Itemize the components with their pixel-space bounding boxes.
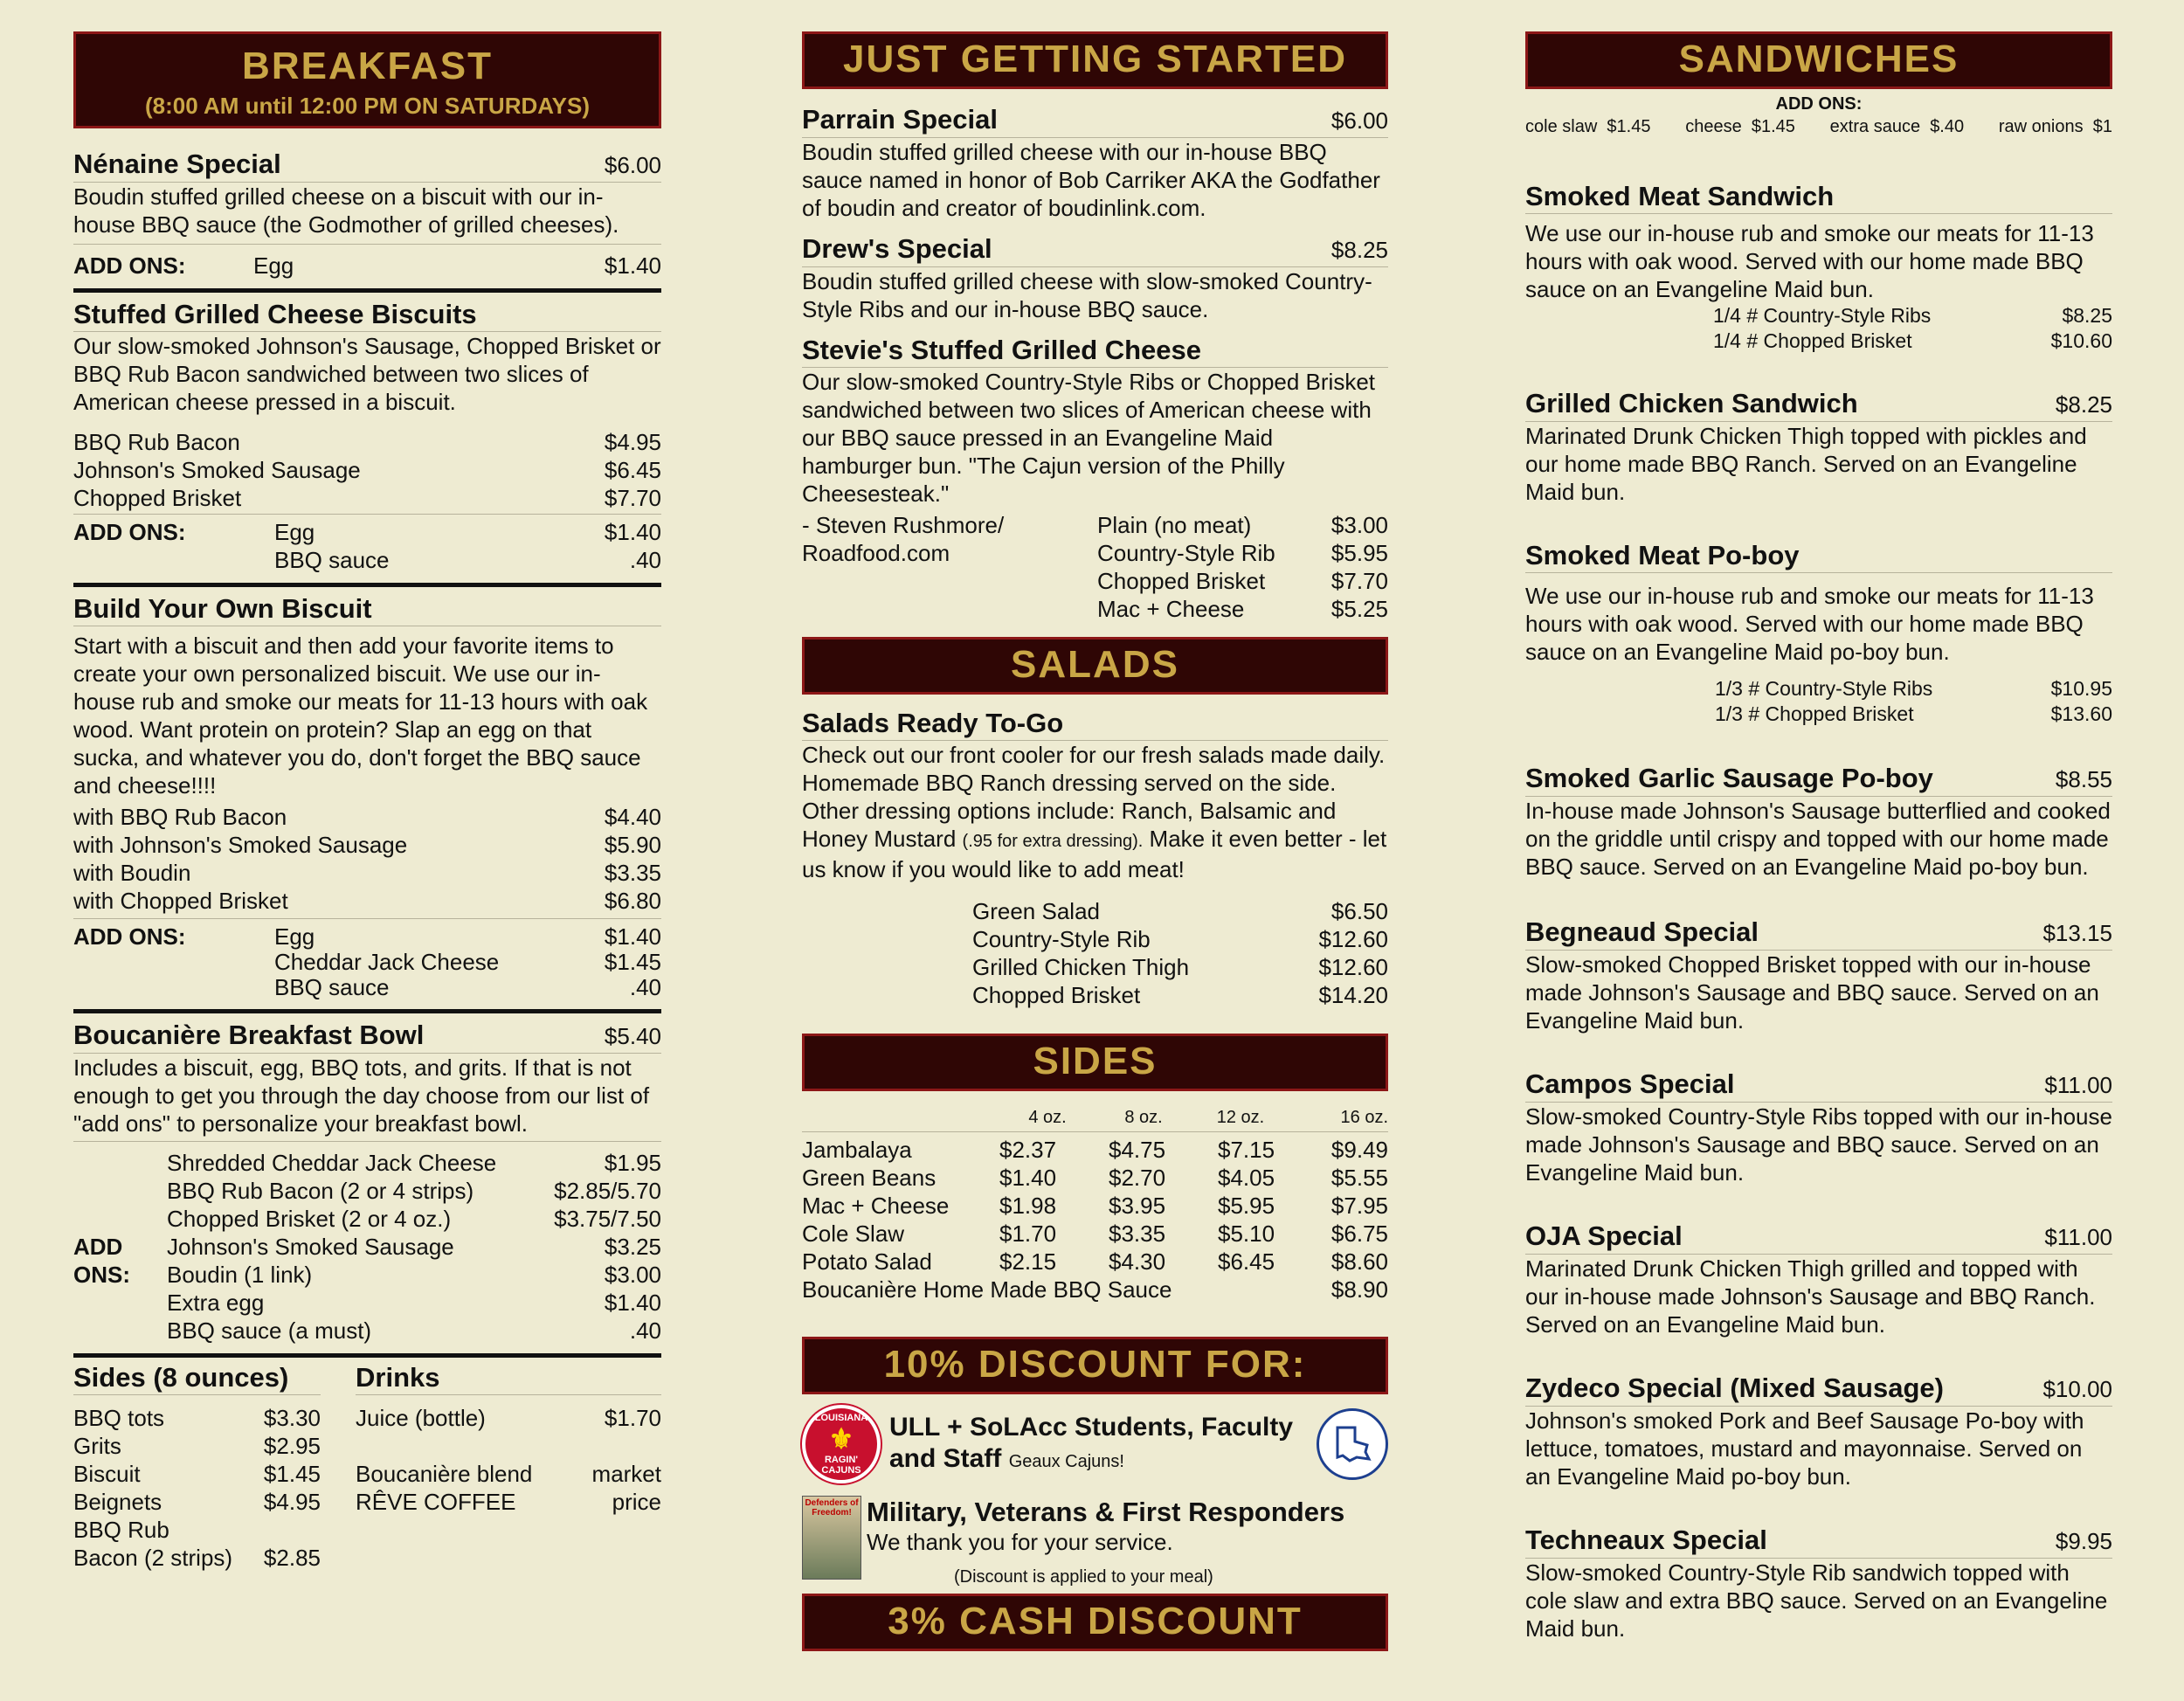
breakfast-column	[73, 31, 661, 1572]
row-price: $1.70	[604, 1405, 661, 1431]
row-name: Mac + Cheese	[1097, 596, 1245, 622]
addon-item: raw onions	[1998, 117, 2084, 136]
item-description: Boudin stuffed grilled cheese on a biscuit with our in-house BBQ sauce (the Godmother of grilled cheeses).	[73, 183, 619, 238]
sides-row	[802, 1192, 1388, 1220]
row-price: $3.95	[1109, 1193, 1166, 1219]
item-name: Parrain Special	[802, 104, 999, 135]
addon-price: $1.40	[604, 923, 661, 950]
row-price: $8.25	[2062, 304, 2112, 327]
row-price: $4.40	[604, 804, 661, 830]
row-name: with Johnson's Smoked Sausage	[73, 832, 408, 858]
row-name: BBQ Rub	[73, 1517, 169, 1543]
row-name: Beignets	[73, 1489, 162, 1515]
defenders-poster-icon: Defenders of Freedom!	[802, 1496, 861, 1580]
item-name: Salads Ready To-Go	[802, 708, 1064, 738]
item-name: Nénaine Special	[73, 149, 281, 179]
row-name: Juice (bottle)	[356, 1405, 486, 1431]
sides-table	[802, 1105, 1388, 1303]
item-name: Techneaux Special	[1525, 1525, 1767, 1555]
size-label: 16 oz.	[1340, 1108, 1388, 1127]
discount-banner	[802, 1337, 1388, 1394]
item-price: $6.00	[1330, 107, 1388, 134]
salads-title: SALADS	[1011, 643, 1179, 686]
item-description: Marinated Drunk Chicken Thigh topped with pickles and our home made BBQ Ranch. Served on an Evangeline Maid bun.	[1525, 423, 2087, 505]
item-description: We use our in-house rub and smoke our meats for 11-13 hours with oak wood. Served with our home made BBQ sauce on an Evangeline Maid bun.	[1525, 220, 2094, 302]
section-title: Drinks	[356, 1362, 440, 1393]
row-name: Chopped Brisket	[972, 982, 1141, 1008]
row-name: with Boudin	[73, 860, 191, 886]
campos-special	[1525, 1068, 2112, 1186]
desc-small: (.95 for extra dressing).	[962, 832, 1144, 851]
addon-item: BBQ sauce	[274, 974, 390, 1000]
row-price: price	[612, 1489, 661, 1515]
row-name: Green Beans	[802, 1165, 936, 1191]
smoked-meat-sandwich	[1525, 180, 2112, 354]
menu-row	[73, 456, 661, 484]
row-name: Potato Salad	[802, 1248, 932, 1275]
item-name: Drew's Special	[802, 233, 992, 264]
row-price: $4.75	[1109, 1137, 1166, 1163]
build-your-own-biscuit	[73, 583, 661, 1000]
row-price: $9.49	[1330, 1137, 1388, 1163]
item-description: Includes a biscuit, egg, BBQ tots, and grits. If that is not enough to get you through the day choose from our list of "add ons" to personalize your breakfast bowl.	[73, 1054, 650, 1137]
row-name: Bacon (2 strips)	[73, 1545, 233, 1571]
addon-label-line1: ADD	[73, 1234, 123, 1260]
row-name: Chopped Brisket	[1097, 568, 1266, 594]
row-price: $1.45	[263, 1461, 321, 1487]
row-price: $6.45	[604, 457, 661, 483]
row-name: with BBQ Rub Bacon	[73, 804, 287, 830]
item-description: Boudin stuffed grilled cheese with our in-house BBQ sauce named in honor of Bob Carriker AKA the Godfather of boudin and creator of boudinlink.com.	[802, 139, 1380, 221]
sides-banner	[802, 1034, 1388, 1091]
addon-item: Shredded Cheddar Jack Cheese	[167, 1150, 497, 1176]
addon-item: Extra egg	[167, 1290, 265, 1316]
row-price: $14.20	[1318, 982, 1388, 1008]
row-price: $1.98	[999, 1193, 1057, 1219]
breakfast-title: BREAKFAST	[242, 45, 493, 87]
sandwich-addons	[1525, 115, 2112, 138]
row-price: $2.95	[263, 1433, 321, 1459]
addon-price: $1.40	[604, 252, 661, 279]
cash-discount-banner	[802, 1594, 1388, 1651]
logo-text-top: LOUISIANA	[814, 1413, 868, 1423]
row-name: Green Salad	[972, 898, 1100, 924]
salads-banner	[802, 637, 1388, 695]
sides-row	[802, 1276, 1388, 1303]
desc-part: Make it even better - let us know if you would like to add meat!	[802, 826, 1387, 882]
item-name: Stevie's Stuffed Grilled Cheese	[802, 335, 1202, 365]
addon-label	[73, 1233, 130, 1289]
item-name: Smoked Garlic Sausage Po-boy	[1525, 763, 1933, 793]
breakfast-sides	[73, 1361, 321, 1572]
item-name: Boucanière Breakfast Bowl	[73, 1020, 425, 1050]
addon-label: ADD ONS:	[73, 519, 186, 545]
item-price: $5.40	[604, 1023, 661, 1049]
begneaud-special	[1525, 916, 2112, 1034]
addon-price: $1.95	[604, 1150, 661, 1176]
addon-price: .40	[629, 974, 661, 1000]
addon-price: $1	[2092, 117, 2112, 136]
addon-price: $1.45	[604, 949, 661, 975]
addon-price: $1.45	[1607, 117, 1651, 136]
addon-price: $1.40	[604, 1290, 661, 1316]
drews-special	[802, 232, 1388, 323]
garlic-sausage-poboy	[1525, 762, 2112, 881]
row-name: Plain (no meat)	[1097, 512, 1252, 538]
item-name: Stuffed Grilled Cheese Biscuits	[73, 299, 477, 329]
stevies-grilled-cheese	[802, 334, 1388, 623]
row-name: Boucanière Home Made BBQ Sauce	[802, 1276, 1172, 1303]
desc-part: Check out our front cooler for our fresh salads made daily. Homemade BBQ Ranch dressing served on the side. Other dressing options include: Ranch, Balsamic and Honey Mustard	[802, 742, 1386, 852]
ull-small: Geaux Cajuns!	[1008, 1451, 1124, 1471]
item-price: $10.00	[2042, 1376, 2112, 1402]
row-price: $2.70	[1109, 1165, 1166, 1191]
row-price: $3.35	[604, 860, 661, 886]
oja-special	[1525, 1220, 2112, 1338]
addon-price: $1.40	[604, 519, 661, 545]
row-price: $2.15	[999, 1248, 1057, 1275]
addon-price: $1.45	[1751, 117, 1795, 136]
sandwich-addons-title: ADD ONS:	[1775, 94, 1863, 114]
addon-price: $3.25	[604, 1234, 661, 1260]
sides-row	[802, 1248, 1388, 1276]
row-name: Mac + Cheese	[802, 1193, 950, 1219]
item-description: We use our in-house rub and smoke our meats for 11-13 hours with oak wood. Served with our home made BBQ sauce on an Evangeline Maid po-boy bun.	[1525, 583, 2094, 665]
item-description: Slow-smoked Chopped Brisket topped with our in-house made Johnson's Sausage and BBQ sauce. Served on an Evangeline Maid bun.	[1525, 951, 2099, 1034]
item-description: Johnson's smoked Pork and Beef Sausage Po-boy with lettuce, tomatoes, mustard and mayonnaise. Served on an Evangeline Maid po-boy bun.	[1525, 1407, 2084, 1490]
row-price: $7.70	[604, 485, 661, 511]
sides-and-drinks	[73, 1353, 661, 1572]
nenaine-special	[73, 148, 661, 280]
addon-label: ADD ONS:	[73, 923, 186, 950]
louisiana-map-icon	[1330, 1422, 1374, 1466]
row-price: $6.75	[1330, 1220, 1388, 1247]
cash-discount-title: 3% CASH DISCOUNT	[888, 1600, 1303, 1642]
row-price: $5.95	[1330, 540, 1388, 566]
addon-label: ADD ONS:	[73, 252, 186, 279]
addon-item: extra sauce	[1829, 117, 1921, 136]
addon-price: $3.00	[604, 1262, 661, 1288]
item-price: $8.25	[2055, 391, 2112, 418]
row-price: $4.30	[1109, 1248, 1166, 1275]
addon-item: BBQ sauce	[274, 547, 390, 573]
item-description: In-house made Johnson's Sausage butterflied and cooked on the griddle until crispy and topped with our home made BBQ sauce. Served on an Evangeline Maid po-boy bun.	[1525, 798, 2111, 880]
addon-item: Chopped Brisket (2 or 4 oz.)	[167, 1206, 452, 1232]
sides-size-header	[802, 1105, 1388, 1130]
sides-row	[802, 1220, 1388, 1248]
addon-price: $2.85/5.70	[554, 1178, 661, 1204]
item-name: Zydeco Special (Mixed Sausage)	[1525, 1373, 1944, 1403]
row-price: market	[591, 1461, 661, 1487]
item-name: Build Your Own Biscuit	[73, 593, 372, 624]
row-name: 1/3 # Country-Style Ribs	[1715, 677, 1933, 700]
solacc-logo-icon	[1317, 1408, 1388, 1480]
row-price: $4.05	[1218, 1165, 1275, 1191]
row-name: Country-Style Rib	[1097, 540, 1275, 566]
military-title: Military, Veterans & First Responders	[867, 1497, 1345, 1527]
size-label: 12 oz.	[1216, 1108, 1265, 1127]
row-price: $6.45	[1218, 1248, 1275, 1275]
item-description	[802, 741, 1388, 883]
row-price: $4.95	[263, 1489, 321, 1515]
row-price: $10.60	[2050, 329, 2112, 352]
addon-price: .40	[629, 547, 661, 573]
row-price: $7.95	[1330, 1193, 1388, 1219]
menu-row	[73, 428, 661, 456]
row-price: $4.95	[604, 429, 661, 455]
addon-item: Johnson's Smoked Sausage	[167, 1234, 454, 1260]
item-description: Slow-smoked Country-Style Rib sandwich topped with cole slaw and extra BBQ sauce. Served on an Evangeline Maid bun.	[1525, 1559, 2108, 1642]
discount-title: 10% DISCOUNT FOR:	[883, 1343, 1307, 1386]
item-name: OJA Special	[1525, 1220, 1683, 1251]
addon-item: cheese	[1685, 117, 1742, 136]
item-description: Our slow-smoked Johnson's Sausage, Chopped Brisket or BBQ Rub Bacon sandwiched between two slices of American cheese pressed in a biscuit.	[73, 333, 661, 415]
item-price: $11.00	[2044, 1072, 2112, 1098]
item-description: Start with a biscuit and then add your favorite items to create your own personalized biscuit. We use our in-house rub and smoke our meats for 11-13 hours with oak wood. Want protein on protein? Slap an egg on that sucka, and whatever you do, don't forget the BBQ sauce and cheese!!!!	[73, 633, 648, 799]
sides-row	[802, 1164, 1388, 1192]
techneaux-special	[1525, 1524, 2112, 1642]
row-price: $13.60	[2050, 702, 2112, 725]
item-name: Smoked Meat Po-boy	[1525, 540, 1800, 570]
addon-price: $3.75/7.50	[554, 1206, 661, 1232]
row-name: BBQ Rub Bacon	[73, 429, 240, 455]
row-name: BBQ tots	[73, 1405, 165, 1431]
starters-banner	[802, 31, 1388, 89]
row-price: $6.80	[604, 888, 661, 914]
row-name: Grits	[73, 1433, 121, 1459]
addon-item: Egg	[253, 252, 294, 279]
sandwiches-column	[1525, 31, 2112, 1642]
row-price: $12.60	[1318, 926, 1388, 952]
item-price: $6.00	[604, 152, 661, 178]
row-name: with Chopped Brisket	[73, 888, 288, 914]
addon-item: cole slaw	[1525, 117, 1598, 136]
row-name: Jambalaya	[802, 1137, 912, 1163]
ull-discount	[802, 1405, 1388, 1483]
row-name: 1/3 # Chopped Brisket	[1715, 702, 1914, 725]
row-price: $1.70	[999, 1220, 1057, 1247]
row-price: $5.90	[604, 832, 661, 858]
addon-item: BBQ sauce (a must)	[167, 1317, 372, 1344]
row-price: $5.95	[1218, 1193, 1275, 1219]
row-price: $5.55	[1330, 1165, 1388, 1191]
item-description: Our slow-smoked Country-Style Ribs or Chopped Brisket sandwiched between two slices of American cheese with our BBQ sauce pressed in an Evangeline Maid hamburger bun. "The Cajun version of the Philly Cheesesteak."	[802, 369, 1376, 507]
breakfast-hours: (8:00 AM until 12:00 PM ON SATURDAYS)	[144, 93, 590, 119]
item-name: Grilled Chicken Sandwich	[1525, 388, 1858, 418]
row-price: $7.15	[1218, 1137, 1275, 1163]
addon-item: BBQ Rub Bacon (2 or 4 strips)	[167, 1178, 474, 1204]
row-price: $3.35	[1109, 1220, 1166, 1247]
quote-line: Roadfood.com	[802, 540, 950, 566]
menu-row	[73, 484, 661, 512]
item-price: $8.25	[1330, 237, 1388, 263]
row-price: $5.10	[1218, 1220, 1275, 1247]
size-label: 8 oz.	[1124, 1108, 1163, 1127]
row-name: Grilled Chicken Thigh	[972, 954, 1190, 980]
sides-title: SIDES	[1033, 1040, 1158, 1082]
breakfast-banner	[73, 31, 661, 128]
addon-item: Egg	[274, 519, 315, 545]
size-label: 4 oz.	[1028, 1108, 1067, 1127]
row-name: Biscuit	[73, 1461, 141, 1487]
row-name: 1/4 # Country-Style Ribs	[1713, 304, 1932, 327]
item-name: Begneaud Special	[1525, 916, 1759, 947]
ull-line2: and Staff	[889, 1443, 1002, 1473]
row-name: Boucanière blend	[356, 1461, 533, 1487]
ull-line1: ULL + SoLAcc Students, Faculty	[889, 1412, 1294, 1442]
row-price: $10.95	[2050, 677, 2112, 700]
discount-note: (Discount is applied to your meal)	[954, 1567, 1213, 1587]
section-title: Sides (8 ounces)	[73, 1362, 289, 1393]
parrain-special	[802, 103, 1388, 222]
military-discount	[802, 1496, 1388, 1588]
item-price: $11.00	[2044, 1224, 2112, 1250]
item-description: Marinated Drunk Chicken Thigh grilled and topped with our in-house made Johnson's Sausage and BBQ Ranch. Served on an Evangeline Maid bun.	[1525, 1255, 2096, 1338]
row-name: 1/4 # Chopped Brisket	[1713, 329, 1912, 352]
row-price: $7.70	[1330, 568, 1388, 594]
item-name: Campos Special	[1525, 1068, 1735, 1099]
quote-attribution	[802, 511, 1097, 623]
item-price: $9.95	[2055, 1528, 2112, 1554]
addon-price: $.40	[1930, 117, 1965, 136]
addon-item: Egg	[274, 923, 315, 950]
item-description: Slow-smoked Country-Style Ribs topped with our in-house made Johnson's Sausage and BBQ sauce. Served on an Evangeline Maid bun.	[1525, 1103, 2112, 1186]
breakfast-bowl	[73, 1009, 661, 1345]
ull-logo-icon: LOUISIANA ⚜ RAGIN' CAJUNS	[802, 1405, 881, 1483]
sandwiches-title: SANDWICHES	[1678, 38, 1959, 80]
row-price: $6.50	[1330, 898, 1388, 924]
addon-price: .40	[629, 1317, 661, 1344]
zydeco-special	[1525, 1372, 2112, 1490]
row-name: Chopped Brisket	[73, 485, 242, 511]
row-price: $2.37	[999, 1137, 1057, 1163]
salads-ready-to-go	[802, 707, 1388, 1009]
sandwiches-banner	[1525, 31, 2112, 89]
item-price: $8.55	[2055, 766, 2112, 792]
addon-label-line2: ONS:	[73, 1262, 130, 1288]
row-price: $8.60	[1330, 1248, 1388, 1275]
item-price: $13.15	[2042, 920, 2112, 946]
stuffed-biscuits	[73, 288, 661, 574]
logo-text-bottom: RAGIN' CAJUNS	[821, 1455, 861, 1476]
starters-column	[802, 31, 1388, 1651]
row-name: Country-Style Rib	[972, 926, 1151, 952]
row-price: $3.30	[263, 1405, 321, 1431]
breakfast-drinks	[356, 1361, 661, 1572]
item-name: Smoked Meat Sandwich	[1525, 181, 1835, 211]
row-name: Cole Slaw	[802, 1220, 905, 1247]
row-price: $2.85	[263, 1545, 321, 1571]
row-price: $5.25	[1330, 596, 1388, 622]
item-description: Boudin stuffed grilled cheese with slow-smoked Country-Style Ribs and our in-house BBQ sauce.	[802, 268, 1372, 322]
row-price: $8.90	[1330, 1276, 1388, 1303]
sides-row	[802, 1136, 1388, 1164]
quote-line: - Steven Rushmore/	[802, 512, 1005, 538]
grilled-chicken-sandwich	[1525, 387, 2112, 506]
addon-item: Boudin (1 link)	[167, 1262, 313, 1288]
addon-item: Cheddar Jack Cheese	[274, 949, 500, 975]
military-sub: We thank you for your service.	[867, 1529, 1173, 1555]
starters-title: JUST GETTING STARTED	[843, 38, 1347, 80]
row-price: $12.60	[1318, 954, 1388, 980]
row-price: $3.00	[1330, 512, 1388, 538]
row-name: Johnson's Smoked Sausage	[73, 457, 361, 483]
smoked-meat-poboy	[1525, 539, 2112, 727]
row-price: $1.40	[999, 1165, 1057, 1191]
row-name: RÊVE COFFEE	[356, 1489, 516, 1515]
